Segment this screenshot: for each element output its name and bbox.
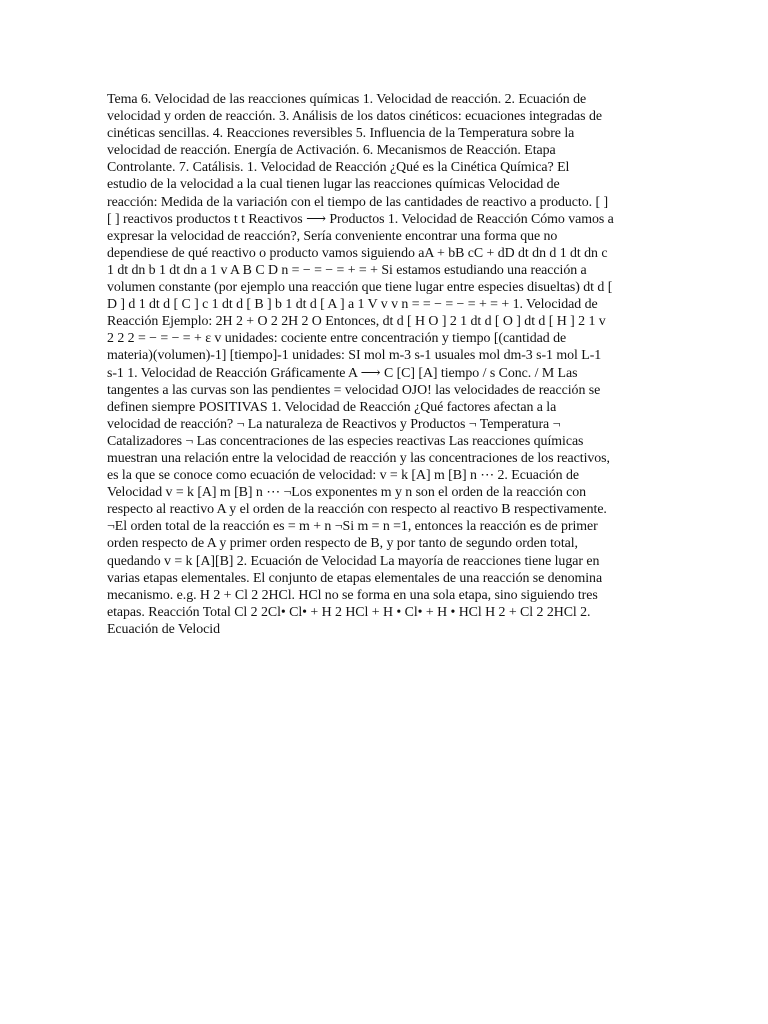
text-line: ¬El orden total de la reacción es = m + n ¬Si m = n =1, entonces la reacción es de primer — [107, 519, 598, 535]
text-line: Reacción Ejemplo: 2H 2 + O 2 2H 2 O Entonces, dt d [ H O ] 2 1 dt d [ O ] dt d [ H ] 2 1 v — [107, 314, 606, 330]
text-line: materia)(volumen)-1] [tiempo]-1 unidades: SI mol m-3 s-1 usuales mol dm-3 s-1 mol L-1 — [107, 348, 602, 364]
text-line: Velocidad v = k [A] m [B] n ⋯ ¬Los exponentes m y n son el orden de la reacción con — [107, 485, 587, 501]
text-line: Catalizadores ¬ Las concentraciones de las especies reactivas Las reacciones químicas — [107, 433, 584, 449]
text-line: es la que se conoce como ecuación de velocidad: v = k [A] m [B] n ⋯ 2. Ecuación de — [107, 468, 579, 484]
text-line: velocidad de reacción. Energía de Activación. 6. Mecanismos de Reacción. Etapa — [107, 143, 556, 159]
text-line: respecto al reactivo A y el orden de la reacción con respecto al reactivo B respectivamente. — [107, 502, 607, 518]
text-line: etapas. Reacción Total Cl 2 2Cl• Cl• + H 2 HCl + H • Cl• + H • HCl H 2 + Cl 2 2HCl 2. — [107, 604, 591, 620]
text-line: cinéticas sencillas. 4. Reacciones reversibles 5. Influencia de la Temperatura sobre la — [107, 126, 575, 142]
text-line: orden respecto de A y primer orden respecto de B, y por tanto de segundo orden total, — [107, 536, 578, 552]
text-line: volumen constante (por ejemplo una reacción que tiene lugar entre especies disueltas) dt d [ — [107, 280, 613, 296]
text-line: [ ] reactivos productos t t Reactivos ⟶ Productos 1. Velocidad de Reacción Cómo vamos a — [107, 211, 614, 227]
text-line: s-1 1. Velocidad de Reacción Gráficamente A ⟶ C [C] [A] tiempo / s Conc. / M Las — [107, 365, 578, 381]
text-line: quedando v = k [A][B] 2. Ecuación de Velocidad La mayoría de reacciones tiene lugar en — [107, 553, 600, 569]
text-line: dependiese de qué reactivo o producto vamos siguiendo aA + bB cC + dD dt dn d 1 dt dn c — [107, 245, 608, 261]
text-line: tangentes a las curvas son las pendientes = velocidad OJO! las velocidades de reacción se — [107, 382, 601, 398]
text-line: expresar la velocidad de reacción?, Sería conveniente encontrar una forma que no — [107, 228, 558, 244]
text-line: muestran una relación entre la velocidad de reacción y las concentraciones de los reactivos, — [107, 450, 610, 466]
text-line: varias etapas elementales. El conjunto de etapas elementales de una reacción se denomina — [107, 570, 603, 586]
text-line: Controlante. 7. Catálisis. 1. Velocidad de Reacción ¿Qué es la Cinética Química? El — [107, 160, 570, 176]
text-line: velocidad y orden de reacción. 3. Análisis de los datos cinéticos: ecuaciones integradas de — [107, 109, 602, 125]
text-line: 2 2 2 = − = − = + ε v unidades: cociente entre concentración y tiempo [(cantidad de — [107, 331, 567, 347]
text-line: definen siempre POSITIVAS 1. Velocidad de Reacción ¿Qué factores afectan a la — [107, 399, 557, 415]
document-text-block — [107, 91, 651, 638]
text-line: estudio de la velocidad a la cual tienen lugar las reacciones químicas Velocidad de — [107, 177, 560, 193]
text-line: Tema 6. Velocidad de las reacciones químicas 1. Velocidad de reacción. 2. Ecuación de — [107, 92, 587, 107]
text-line: reacción: Medida de la variación con el tiempo de las cantidades de reactivo a producto. [ ] — [107, 194, 609, 210]
text-line: 1 dt dn b 1 dt dn a 1 v A B C D n = − = − = + = + Si estamos estudiando una reacción a — [107, 262, 587, 278]
text-line: velocidad de reacción? ¬ La naturaleza de Reactivos y Productos ¬ Temperatura ¬ — [107, 416, 561, 432]
text-line: mecanismo. e.g. H 2 + Cl 2 2HCl. HCl no se forma en una sola etapa, sino siguiendo tres — [107, 587, 598, 603]
text-line: Ecuación de Velocid — [107, 621, 220, 637]
text-line: D ] d 1 dt d [ C ] c 1 dt d [ B ] b 1 dt d [ A ] a 1 V v v n = = − = − = + = + 1. Velocidad de — [107, 297, 598, 313]
